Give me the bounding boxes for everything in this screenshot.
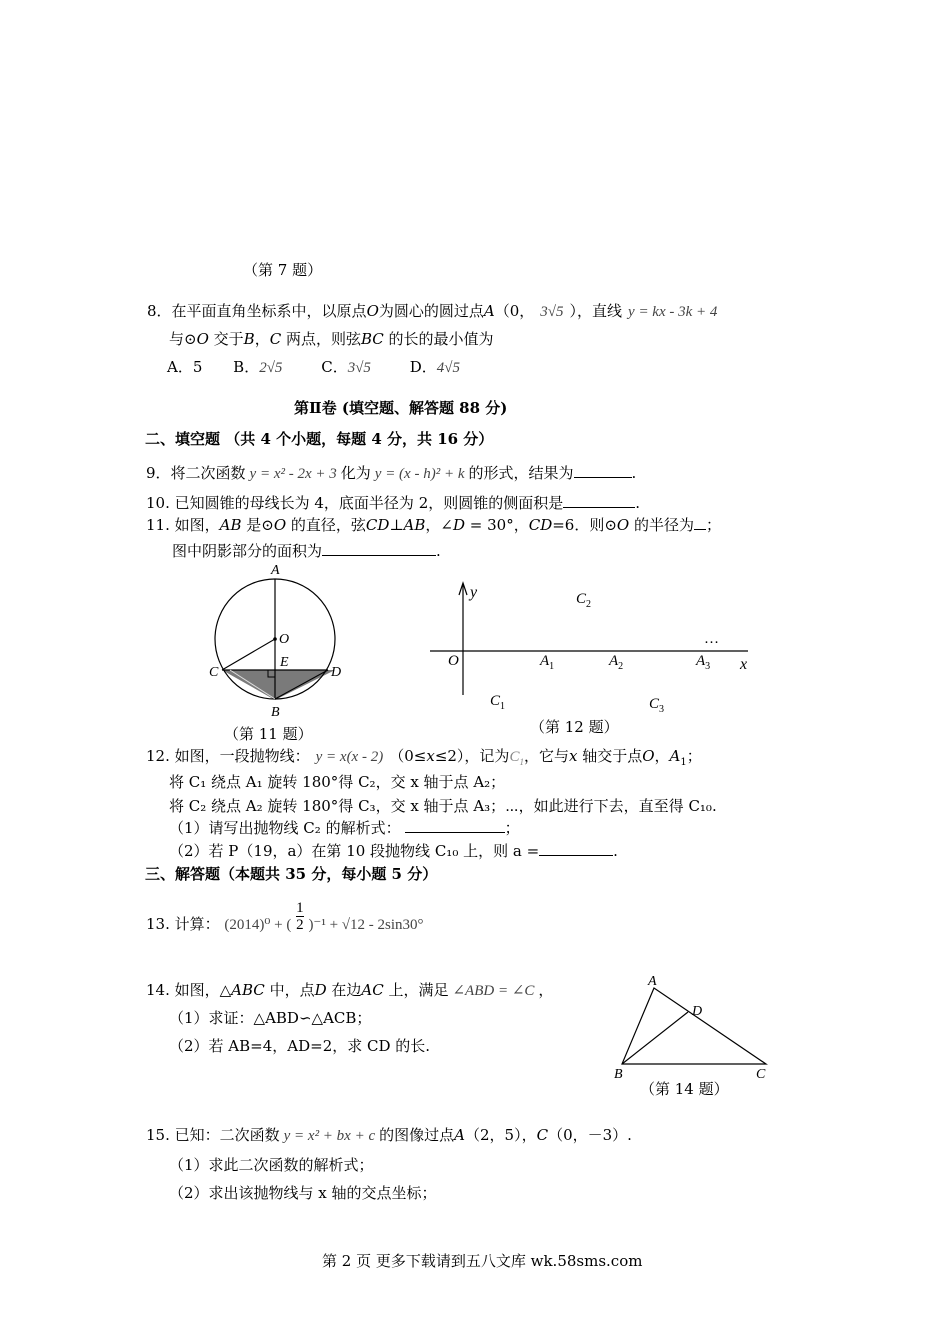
- q9-function: y = x² - 2x + 3: [249, 466, 337, 482]
- q8-line1: [147, 300, 717, 321]
- q11-g: 的半径为: [629, 516, 695, 534]
- q12-label-A1: $A_1$: [540, 653, 555, 672]
- q8-stem-b: 为圆心的圆过点: [378, 302, 484, 320]
- q9: [146, 462, 636, 483]
- q8-close: ），直线: [569, 302, 623, 320]
- q11-label-O: O: [279, 632, 290, 647]
- q12-l1-e: 轴交于点: [577, 747, 643, 765]
- q8-option-b-label: B．: [233, 358, 260, 376]
- q8-option-b-value: 2√5: [259, 360, 283, 376]
- q14-d: 上，满足: [383, 981, 449, 999]
- q8-option-c-label: C．: [321, 358, 348, 376]
- q12-figure: [420, 575, 770, 715]
- q11-end1: ；: [706, 516, 722, 534]
- q11-label-D: D: [331, 665, 342, 680]
- q8-line2: [169, 328, 494, 349]
- q12-l1-A: A: [669, 747, 681, 765]
- q9-a: 9．将二次函数: [146, 464, 246, 482]
- q14-label-A: A: [648, 974, 657, 989]
- q9-end: .: [631, 464, 637, 482]
- q12-label-A3: $A_3$: [696, 653, 711, 672]
- q12-l1-function: y = x(x - 2): [315, 749, 384, 765]
- q12-l1-b: （0≤: [389, 747, 427, 765]
- q11-c: 的直径，弦: [286, 516, 366, 534]
- q11-d: ，∠: [425, 516, 453, 534]
- q8-option-a: A．5: [167, 358, 203, 376]
- q10-text: 10. 已知圆锥的母线长为 4，底面半径为 2，则圆锥的侧面积是: [146, 494, 564, 512]
- q8-option-b: [233, 358, 282, 376]
- q14-line2: （1）求证：△ABD∽△ACB；: [169, 1009, 372, 1027]
- q11-end2: .: [436, 542, 441, 560]
- q9-c: 的形式，结果为: [468, 464, 574, 482]
- q12-line3: 将 C₂ 绕点 A₂ 旋转 180°得 C₃，交 x 轴于点 A₃；⋯，如此进行下去，直至得 C₁₀.: [169, 797, 717, 815]
- q14-label-C: C: [756, 1067, 766, 1082]
- q8-option-c-value: 3√5: [347, 360, 371, 376]
- q13-numerator: 1: [296, 900, 304, 916]
- q8-point: （0，: [494, 302, 535, 320]
- q11-figure: [200, 558, 350, 723]
- q12-label-O: O: [448, 653, 459, 669]
- q12-label-C1: $C_1$: [490, 693, 506, 712]
- q11-AB: AB: [219, 516, 242, 534]
- q8-l2c: 交于: [208, 330, 244, 348]
- q15-line1: [146, 1124, 632, 1145]
- q11-O: O: [273, 516, 287, 534]
- q13-expr-a: (2014)⁰ + (: [224, 916, 292, 933]
- q8-l2a: 与⊙: [169, 330, 197, 348]
- q12-l1-O: O: [642, 747, 655, 765]
- q12-label-A2: $A_2$: [609, 653, 624, 672]
- q12-l4-a: （1）请写出抛物线 C₂ 的解析式：: [169, 819, 401, 837]
- q14-figure: [608, 972, 778, 1084]
- q14-label-B: B: [614, 1067, 623, 1082]
- q8-l2e: ，: [254, 330, 270, 348]
- q12-line4: [169, 817, 520, 838]
- q8-stem-a: 在平面直角坐标系中，以原点: [171, 302, 367, 320]
- q12-l1-C: C: [509, 749, 520, 765]
- q11-e: = 30°，: [465, 516, 529, 534]
- section2-heading: 二、填空题 （共 4 个小题，每题 4 分，共 16 分）: [145, 430, 494, 448]
- q8-O: O: [366, 302, 379, 320]
- q12-l1-x2: x: [568, 747, 578, 765]
- q12-l1-As: 1: [680, 757, 687, 768]
- section3-heading: 三、解答题（本题共 35 分，每小题 5 分）: [145, 865, 438, 883]
- q13-fraction: [296, 900, 304, 933]
- q9-vertex-form: y = (x - h)² + k: [374, 466, 465, 482]
- q8-option-d-label: D．: [409, 358, 437, 376]
- q12-line2: 将 C₁ 绕点 A₁ 旋转 180°得 C₂，交 x 轴于点 A₂；: [169, 773, 506, 791]
- q11-O2: O: [616, 516, 630, 534]
- q11-b: 是⊙: [241, 516, 274, 534]
- q14-AC: AC: [361, 981, 384, 999]
- q12-l5-a: （2）若 P（19，a）在第 10 段抛物线 C₁₀ 上，则 a =: [169, 842, 540, 860]
- q11-D: D: [452, 516, 466, 534]
- q12-l1-C1: [509, 749, 524, 765]
- q7-caption: （第 7 题）: [243, 261, 323, 279]
- q11-shaded-region: [222, 670, 335, 700]
- q12-label-y: y: [470, 584, 478, 601]
- q11-radius-blank[interactable]: [694, 515, 706, 530]
- q8-l2d: B: [243, 330, 255, 348]
- q12-c2-blank[interactable]: [405, 818, 505, 833]
- q8-option-d: [410, 358, 460, 376]
- q11-perp: ⊥: [389, 516, 404, 534]
- q14-angle: ∠ABD = ∠C: [452, 983, 535, 999]
- q13-denominator: 2: [296, 917, 304, 933]
- q8-radius: 3√5: [540, 304, 564, 320]
- q9-answer-blank[interactable]: [574, 463, 632, 478]
- q12-label-C2: $C_2$: [576, 591, 592, 610]
- q8-line-eq: y = kx - 3k + 4: [628, 304, 718, 320]
- q15-line3: （2）求出该抛物线与 x 轴的交点坐标；: [169, 1184, 437, 1202]
- q11-line2-text: 图中阴影部分的面积为: [172, 542, 323, 560]
- q11-center-dot: [273, 637, 277, 641]
- q11-f: =6．则⊙: [552, 516, 617, 534]
- q10: [146, 492, 640, 513]
- part2-title: 第Ⅱ卷 (填空题、解答题 88 分): [294, 399, 508, 417]
- q14-e: ，: [538, 981, 554, 999]
- q11-a: 11. 如图，: [146, 516, 220, 534]
- q12-dots: …: [704, 631, 719, 647]
- q11-line1: [146, 514, 721, 535]
- q12-line5: [169, 840, 618, 861]
- q14-line3: （2）若 AB=4，AD=2，求 CD 的长.: [169, 1037, 431, 1055]
- q8-l2b: O: [196, 330, 209, 348]
- q15-C: C: [536, 1126, 549, 1144]
- q12-l1-Cs: 1: [519, 757, 524, 767]
- q11-caption: （第 11 题）: [224, 725, 313, 743]
- q11-CD2: CD: [528, 516, 553, 534]
- q10-end: .: [635, 494, 641, 512]
- q14-D: D: [314, 981, 327, 999]
- q13-expr-b: )⁻¹ + √12 - 2sin30°: [308, 916, 424, 933]
- q11-label-A: A: [271, 563, 280, 578]
- q11-area-blank[interactable]: [322, 541, 436, 556]
- q14-label-D: D: [692, 1004, 703, 1019]
- page-footer: 第 2 页 更多下载请到五八文库 wk.58sms.com: [322, 1252, 643, 1270]
- q12-label-x: x: [740, 656, 748, 673]
- q8-options: [167, 356, 460, 377]
- q12-l1-d: ，它与: [523, 747, 569, 765]
- q8-l2f: C: [269, 330, 282, 348]
- q15-c: （2，5），: [464, 1126, 537, 1144]
- q11-CD: CD: [365, 516, 390, 534]
- q14-ABC: ABC: [231, 981, 265, 999]
- q15-a: 15. 已知：二次函数: [146, 1126, 280, 1144]
- q12-line1: [146, 745, 702, 768]
- q12-l1-x: x: [426, 747, 435, 765]
- q14-c: 在边: [326, 981, 362, 999]
- q8-A: A: [483, 302, 495, 320]
- q9-b: 化为: [340, 464, 371, 482]
- q8-option-c: [321, 358, 371, 376]
- q12-caption: （第 12 题）: [530, 718, 619, 736]
- q14-triangle-ABC: [622, 988, 766, 1064]
- q14-caption: （第 14 题）: [640, 1080, 729, 1098]
- q12-l4-end: ；: [504, 819, 520, 837]
- q14-line1: [146, 979, 553, 1000]
- q8-l2i: 的长的最小值为: [383, 330, 494, 348]
- q8-option-d-value: 4√5: [436, 360, 460, 376]
- q12-label-C3: $C_3$: [649, 696, 665, 715]
- q11-label-B: B: [271, 705, 280, 720]
- q8-number: 8．: [147, 302, 172, 320]
- q11-AB2: AB: [403, 516, 426, 534]
- q8-l2h: BC: [360, 330, 384, 348]
- q14-segment-BD: [622, 1012, 688, 1064]
- q13: [146, 900, 424, 940]
- q12-l5-end: .: [613, 842, 618, 860]
- q11-segment-OC: [222, 639, 275, 670]
- q11-label-E: E: [280, 655, 289, 670]
- q15-d: （0，－3）.: [548, 1126, 632, 1144]
- q12-l1-a: 12. 如图，一段抛物线：: [146, 747, 310, 765]
- q8-l2g: 两点，则弦: [281, 330, 361, 348]
- q15-line2: （1）求此二次函数的解析式；: [169, 1156, 374, 1174]
- q15-A: A: [454, 1126, 465, 1144]
- q10-answer-blank[interactable]: [563, 493, 635, 508]
- q11-label-C: C: [209, 665, 219, 680]
- q12-l1-c: ≤2），记为: [434, 747, 510, 765]
- q12-l1-h: ；: [686, 747, 702, 765]
- q14-a: 14. 如图，△: [146, 981, 232, 999]
- q13-label: 13. 计算：: [146, 914, 220, 933]
- q14-b: 中，点: [264, 981, 315, 999]
- q12-l1-g: ，: [654, 747, 670, 765]
- q12-a-blank[interactable]: [539, 841, 613, 856]
- q15-b: 的图像过点: [379, 1126, 455, 1144]
- q15-function: y = x² + bx + c: [283, 1128, 376, 1144]
